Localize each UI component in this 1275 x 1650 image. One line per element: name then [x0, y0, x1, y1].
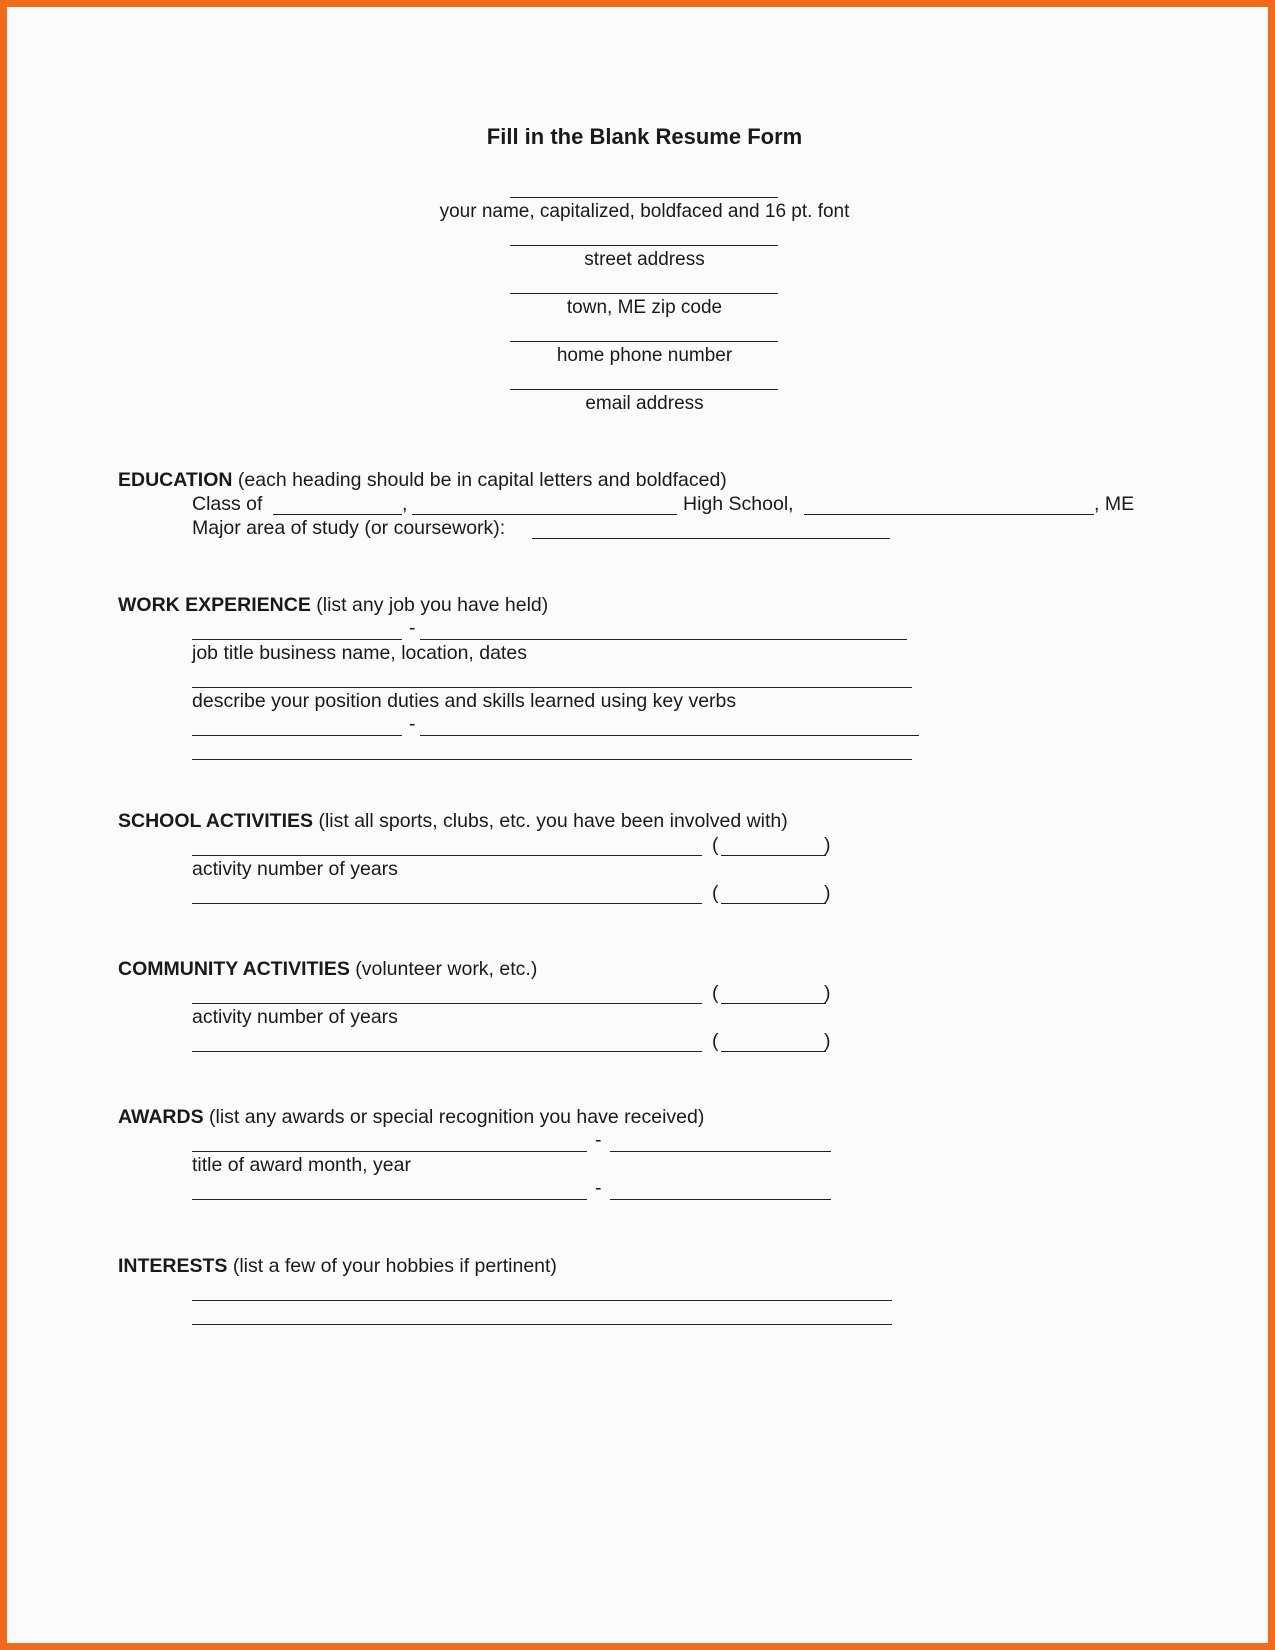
community-paren-open-1: ( [712, 982, 719, 1004]
education-section [118, 469, 727, 491]
major-label: Major area of study (or coursework): [192, 517, 506, 539]
high-school-label: High School, [683, 493, 794, 515]
education-heading: EDUCATION [118, 469, 233, 491]
work-heading: WORK EXPERIENCE [118, 594, 311, 616]
school-paren-open-2: ( [712, 882, 719, 904]
school-paren-close-1: ) [824, 834, 831, 856]
school-activity-label: activity number of years [192, 858, 398, 880]
school-note: (list all sports, clubs, etc. you have been involved with) [313, 810, 788, 832]
phone-label: home phone number [556, 345, 733, 366]
school-activity-blank-1[interactable] [192, 855, 702, 856]
class-of-label: Class of [192, 493, 263, 515]
work-section [118, 594, 548, 616]
work-title-blank-2[interactable] [192, 735, 402, 736]
community-paren-close-2: ) [824, 1030, 831, 1052]
award-label: title of award month, year [192, 1154, 411, 1176]
award-date-blank-1[interactable] [610, 1151, 831, 1152]
award-dash-1: - [595, 1129, 602, 1151]
school-heading: SCHOOL ACTIVITIES [118, 810, 314, 832]
page-title: Fill in the Blank Resume Form [486, 124, 803, 149]
awards-note: (list any awards or special recognition you have received) [203, 1106, 705, 1128]
community-note: (volunteer work, etc.) [349, 958, 538, 980]
community-paren-open-2: ( [712, 1030, 719, 1052]
community-activity-blank-2[interactable] [192, 1051, 702, 1052]
school-section [118, 810, 788, 832]
class-year-blank[interactable] [273, 514, 402, 515]
school-name-blank[interactable] [412, 514, 677, 515]
work-duties-blank-2[interactable] [192, 759, 912, 760]
award-dash-2: - [595, 1177, 602, 1199]
community-heading: COMMUNITY ACTIVITIES [118, 958, 350, 980]
community-paren-close-1: ) [824, 982, 831, 1004]
email-blank[interactable] [510, 389, 778, 390]
award-date-blank-2[interactable] [610, 1199, 831, 1200]
town-blank[interactable] [510, 293, 778, 294]
community-activity-label: activity number of years [192, 1006, 398, 1028]
email-label: email address [585, 393, 704, 414]
school-town-blank[interactable] [804, 514, 1094, 515]
school-paren-close-2: ) [824, 882, 831, 904]
street-blank[interactable] [510, 245, 778, 246]
work-duties-blank-1[interactable] [192, 687, 912, 688]
street-label: street address [584, 249, 705, 270]
work-label-1: job title business name, location, dates [192, 642, 527, 664]
interests-section [118, 1255, 557, 1277]
class-comma: , [402, 493, 408, 515]
major-blank[interactable] [532, 538, 890, 539]
award-title-blank-2[interactable] [192, 1199, 587, 1200]
name-blank[interactable] [510, 197, 778, 198]
award-title-blank-1[interactable] [192, 1151, 587, 1152]
town-label: town, ME zip code [566, 297, 723, 318]
education-note: (each heading should be in capital letters and boldfaced) [232, 469, 727, 491]
awards-section [118, 1106, 704, 1128]
phone-blank[interactable] [510, 341, 778, 342]
community-years-blank-1[interactable] [721, 1003, 826, 1004]
work-dash-2: - [409, 713, 416, 735]
work-business-blank-1[interactable] [420, 639, 907, 640]
community-years-blank-2[interactable] [721, 1051, 826, 1052]
school-years-blank-2[interactable] [721, 903, 826, 904]
school-paren-open-1: ( [712, 834, 719, 856]
interests-note: (list a few of your hobbies if pertinent) [227, 1255, 557, 1277]
work-title-blank-1[interactable] [192, 639, 402, 640]
name-label: your name, capitalized, boldfaced and 16 pt. font [439, 201, 850, 222]
community-activity-blank-1[interactable] [192, 1003, 702, 1004]
interests-blank-2[interactable] [192, 1324, 892, 1325]
interests-heading: INTERESTS [118, 1255, 228, 1277]
school-activity-blank-2[interactable] [192, 903, 702, 904]
awards-heading: AWARDS [118, 1106, 204, 1128]
work-note: (list any job you have held) [310, 594, 549, 616]
community-section [118, 958, 537, 980]
work-dash-1: - [409, 617, 416, 639]
work-business-blank-2[interactable] [420, 735, 919, 736]
school-years-blank-1[interactable] [721, 855, 826, 856]
interests-blank-1[interactable] [192, 1300, 892, 1301]
state-label: , ME [1094, 493, 1135, 515]
work-label-2: describe your position duties and skills learned using key verbs [192, 690, 737, 712]
